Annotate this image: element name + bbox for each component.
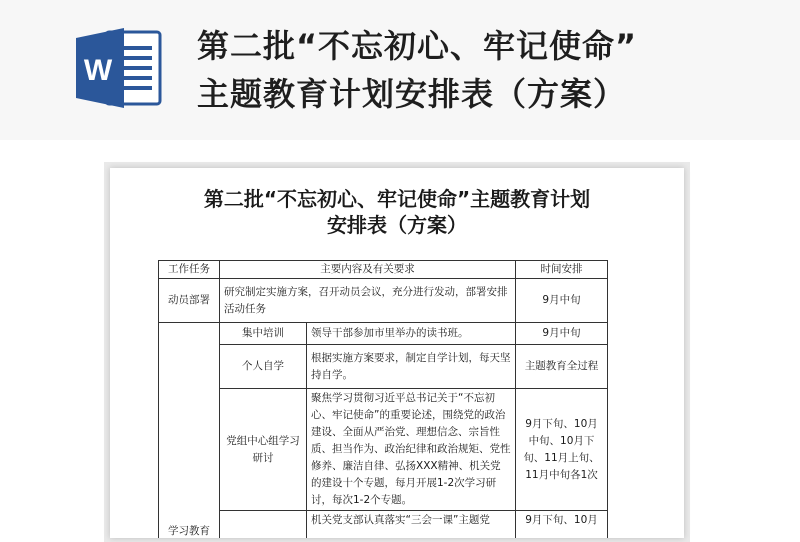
document-title-line1: 第二批“不忘初心、牢记使命”主题教育计划 [203, 187, 591, 211]
subtask-cell: 个人自学 [220, 345, 307, 389]
table-row [159, 279, 608, 323]
plan-table [158, 260, 608, 538]
time-cell: 9月下旬、10月 [516, 511, 608, 539]
header-task: 工作任务 [159, 261, 220, 279]
content-cell: 聚焦学习贯彻习近平总书记关于“不忘初心、牢记使命”的重要论述，围绕党的政治建设、全面从严治党、理想信念、宗旨性质、担当作为、政治纪律和政治规矩、党性修养、廉洁自律、弘扬XXX精神、机关党的建设十个专题，每月开展1-2次学习研讨，每次1-2个专题。 [307, 389, 516, 511]
time-cell: 主题教育全过程 [516, 345, 608, 389]
content-cell: 领导干部参加市里举办的读书班。 [307, 323, 516, 345]
time-cell: 9月中旬 [516, 323, 608, 345]
table-row [159, 345, 608, 389]
table-row [159, 389, 608, 511]
document-title-line2: 安排表（方案） [327, 213, 467, 237]
table-row [159, 323, 608, 345]
content-cell: 机关党支部认真落实“三会一课”主题党 [307, 511, 516, 539]
word-icon [76, 26, 164, 110]
table-row [159, 511, 608, 539]
document-page [110, 168, 684, 538]
banner-title-line2: 主题教育计划安排表（方案） [197, 75, 627, 113]
word-icon-letter: W [83, 54, 113, 87]
subtask-cell: 集中培训 [220, 323, 307, 345]
document-title [130, 186, 664, 238]
banner-title-line1: 第二批“不忘初心、牢记使命” [197, 27, 638, 65]
subtask-cell: 党组中心组学习研讨 [220, 389, 307, 511]
header-content: 主要内容及有关要求 [220, 261, 516, 279]
banner [0, 0, 800, 140]
table-header-row [159, 261, 608, 279]
time-cell: 9月中旬 [516, 279, 608, 323]
subtask-cell [220, 511, 307, 539]
task-cell: 动员部署 [159, 279, 220, 323]
task-cell: 学习教育 [159, 323, 220, 539]
header-time: 时间安排 [516, 261, 608, 279]
content-cell: 根据实施方案要求，制定自学计划，每天坚持自学。 [307, 345, 516, 389]
content-cell: 研究制定实施方案，召开动员会议，充分进行发动，部署安排活动任务 [220, 279, 516, 323]
time-cell: 9月下旬、10月中旬、10月下旬、11月上旬、11月中旬各1次 [516, 389, 608, 511]
banner-title [197, 22, 787, 118]
